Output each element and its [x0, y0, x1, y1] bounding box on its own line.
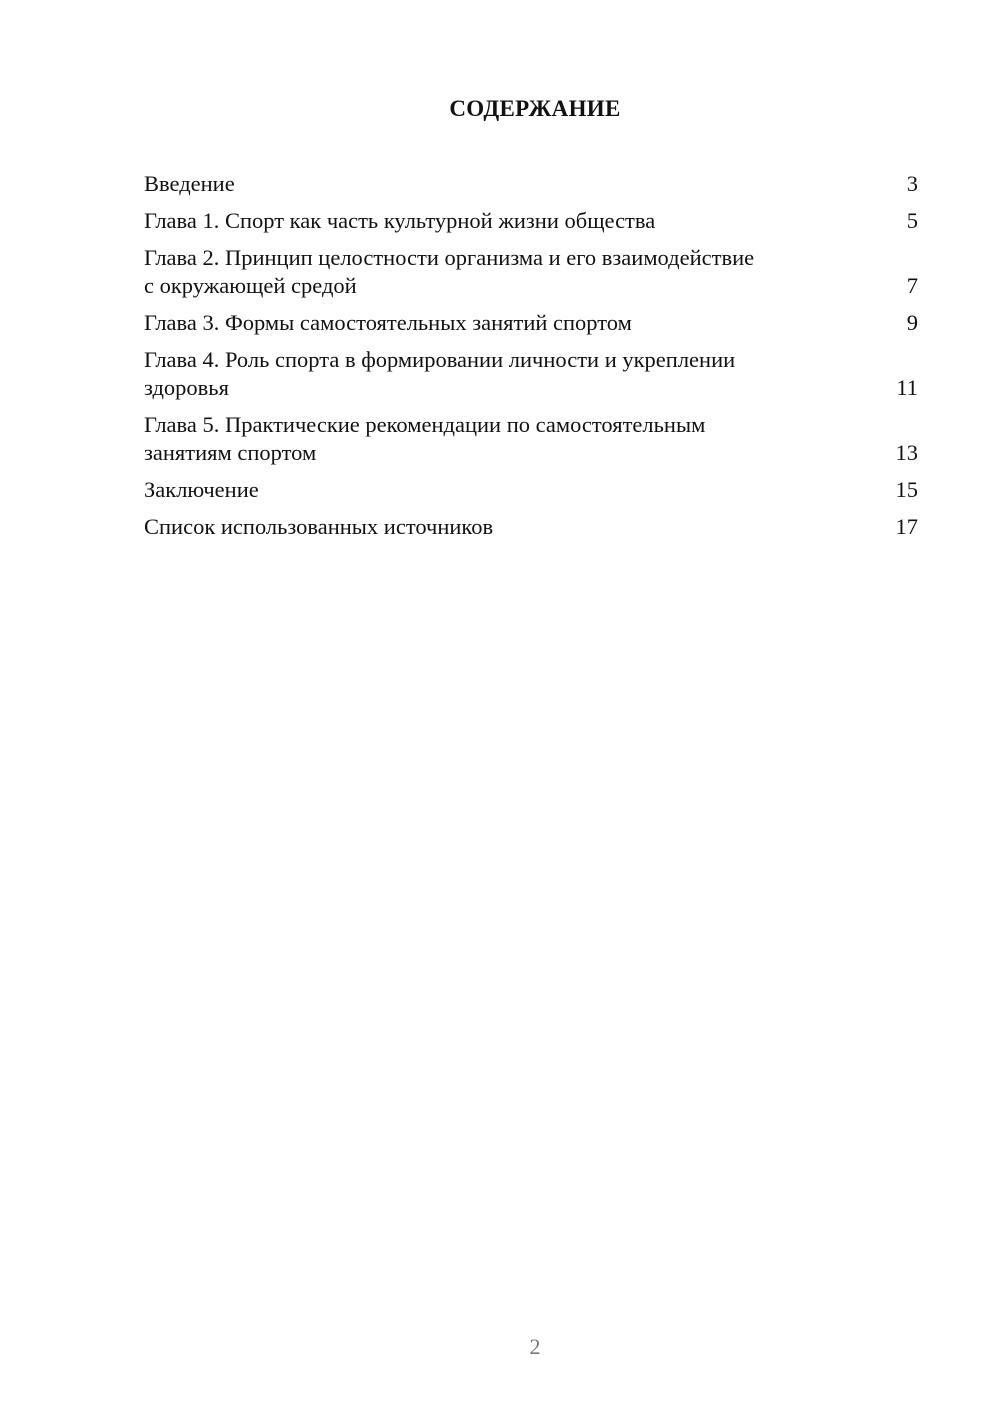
toc-entry-text: [144, 513, 888, 541]
table-of-contents: [144, 170, 918, 550]
toc-entry-text: [144, 309, 888, 337]
toc-entry-line: Глава 5. Практические рекомендации по самостоятельным: [144, 412, 706, 437]
toc-entry-line: Глава 1. Спорт как часть культурной жизни общества: [144, 208, 656, 233]
toc-entry-chapter-5[interactable]: [144, 411, 918, 467]
toc-page-number: 5: [906, 208, 918, 233]
toc-entry-text: [144, 411, 888, 467]
toc-entry-line: Глава 3. Формы самостоятельных занятий спортом: [144, 310, 632, 335]
toc-entry-text: [144, 476, 888, 504]
toc-entry-line: занятиям спортом: [144, 440, 317, 465]
toc-page-number: 11: [896, 375, 918, 400]
toc-page-number: 7: [906, 273, 918, 298]
toc-entry-chapter-3[interactable]: [144, 309, 918, 337]
toc-entry-chapter-2[interactable]: [144, 244, 918, 300]
toc-entry-references[interactable]: [144, 513, 918, 541]
toc-page-number: 17: [895, 514, 918, 539]
toc-entry-text: [144, 170, 888, 198]
toc-entry-text: [144, 244, 888, 300]
toc-page-number: 15: [895, 477, 918, 502]
toc-entry-line: Заключение: [144, 477, 259, 502]
toc-entry-text: [144, 346, 888, 402]
toc-entry-introduction[interactable]: [144, 170, 918, 198]
page-title: СОДЕРЖАНИЕ: [449, 96, 621, 121]
toc-entry-line: Глава 4. Роль спорта в формировании личности и укреплении: [144, 347, 736, 372]
toc-entry-conclusion[interactable]: [144, 476, 918, 504]
toc-page-number: 3: [906, 171, 918, 196]
toc-entry-line: с окружающей средой: [144, 273, 357, 298]
toc-entry-line: Список использованных источников: [144, 514, 494, 539]
toc-entry-text: [144, 207, 888, 235]
toc-page-number: 13: [895, 440, 918, 465]
toc-entry-line: Глава 2. Принцип целостности организма и его взаимодействие: [144, 245, 755, 270]
toc-entry-line: Введение: [144, 171, 235, 196]
page-number: 2: [529, 1334, 541, 1359]
toc-page-number: 9: [906, 310, 918, 335]
toc-entry-chapter-1[interactable]: [144, 207, 918, 235]
toc-entry-line: здоровья: [144, 375, 229, 400]
toc-entry-chapter-4[interactable]: [144, 346, 918, 402]
